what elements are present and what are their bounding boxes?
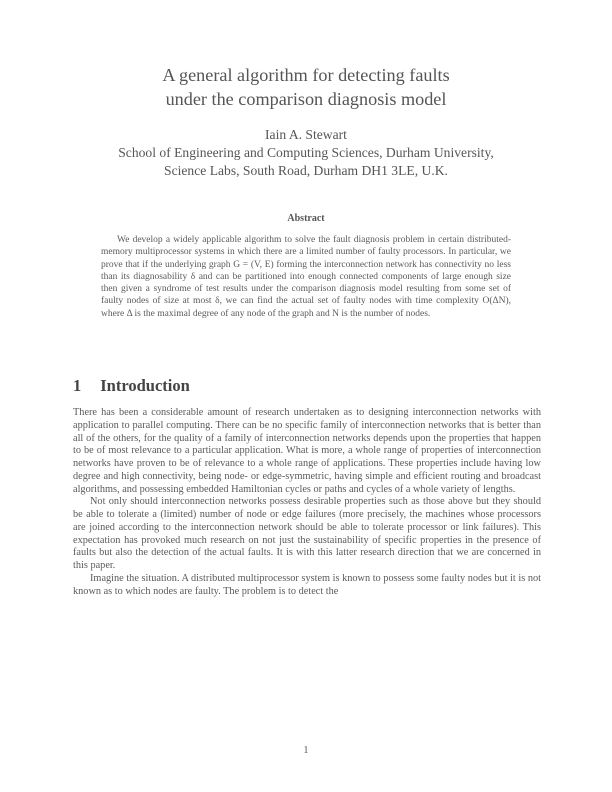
author-name: Iain A. Stewart (265, 127, 347, 142)
section-title: Introduction (100, 376, 190, 395)
paragraph-3: Imagine the situation. A distributed multiprocessor system is known to possess some faulty nodes but it is not known as to which nodes are faulty. The problem is to detect the (73, 572, 541, 597)
paragraph-2: Not only should interconnection networks possess desirable properties such as those above but they should be able to tolerate a (limited) number of node or edge failures (more precisely, the machines whose processors are joined according to the interconnection network should be able to tolerate processor or link failures). This expectation has provoked much research on not just the sustainability of specific properties in the presence of faults but also the detection of the actual faults. It is with this latter research direction that we are concerned in this paper. (73, 496, 541, 571)
page-number: 1 (303, 745, 309, 756)
section-heading (73, 376, 190, 396)
affiliation-line-1: School of Engineering and Computing Sciences, Durham University, (118, 145, 494, 160)
affiliation-line-2: Science Labs, South Road, Durham DH1 3LE, U.K. (164, 163, 448, 178)
abstract-heading: Abstract (287, 213, 325, 224)
title-line-2: under the comparison diagnosis model (165, 89, 447, 109)
section-body (73, 407, 541, 598)
author-block (60, 126, 552, 180)
paper-title (60, 63, 552, 111)
title-line-1: A general algorithm for detecting faults (162, 65, 450, 85)
abstract-text: We develop a widely applicable algorithm to solve the fault diagnosis problem in certain distributed-memory multiprocessor systems in which there are a limited number of faulty processors. In particular, we prove that if the underlying graph G = (V, E) forming the interconnection network has connectivity no less than its diagnosability δ and can be partitioned into enough connected components of large enough size then given a syndrome of test results under the comparison diagnosis model resulting from some set of faulty nodes of size at most δ, we can find the actual set of faulty nodes with time complexity O(ΔN), where Δ is the maximal degree of any node of the graph and N is the number of nodes. (101, 235, 511, 319)
paragraph-1: There has been a considerable amount of research undertaken as to designing interconnection networks with application to parallel computing. There can be no specific family of interconnection networks that is better than all of the others, for the quality of a family of interconnection networks depends upon the properties that happen to be of most relevance to a particular application. What is more, a whole range of properties of interconnection networks have proven to be of relevance to a whole range of applications. These properties include having low degree and high connectivity, being node- or edge-symmetric, having simple and efficient routing and broadcast algorithms, and possessing embedded Hamiltonian cycles or paths and cycles of a whole variety of lengths. (73, 407, 541, 495)
section-number: 1 (73, 376, 82, 395)
